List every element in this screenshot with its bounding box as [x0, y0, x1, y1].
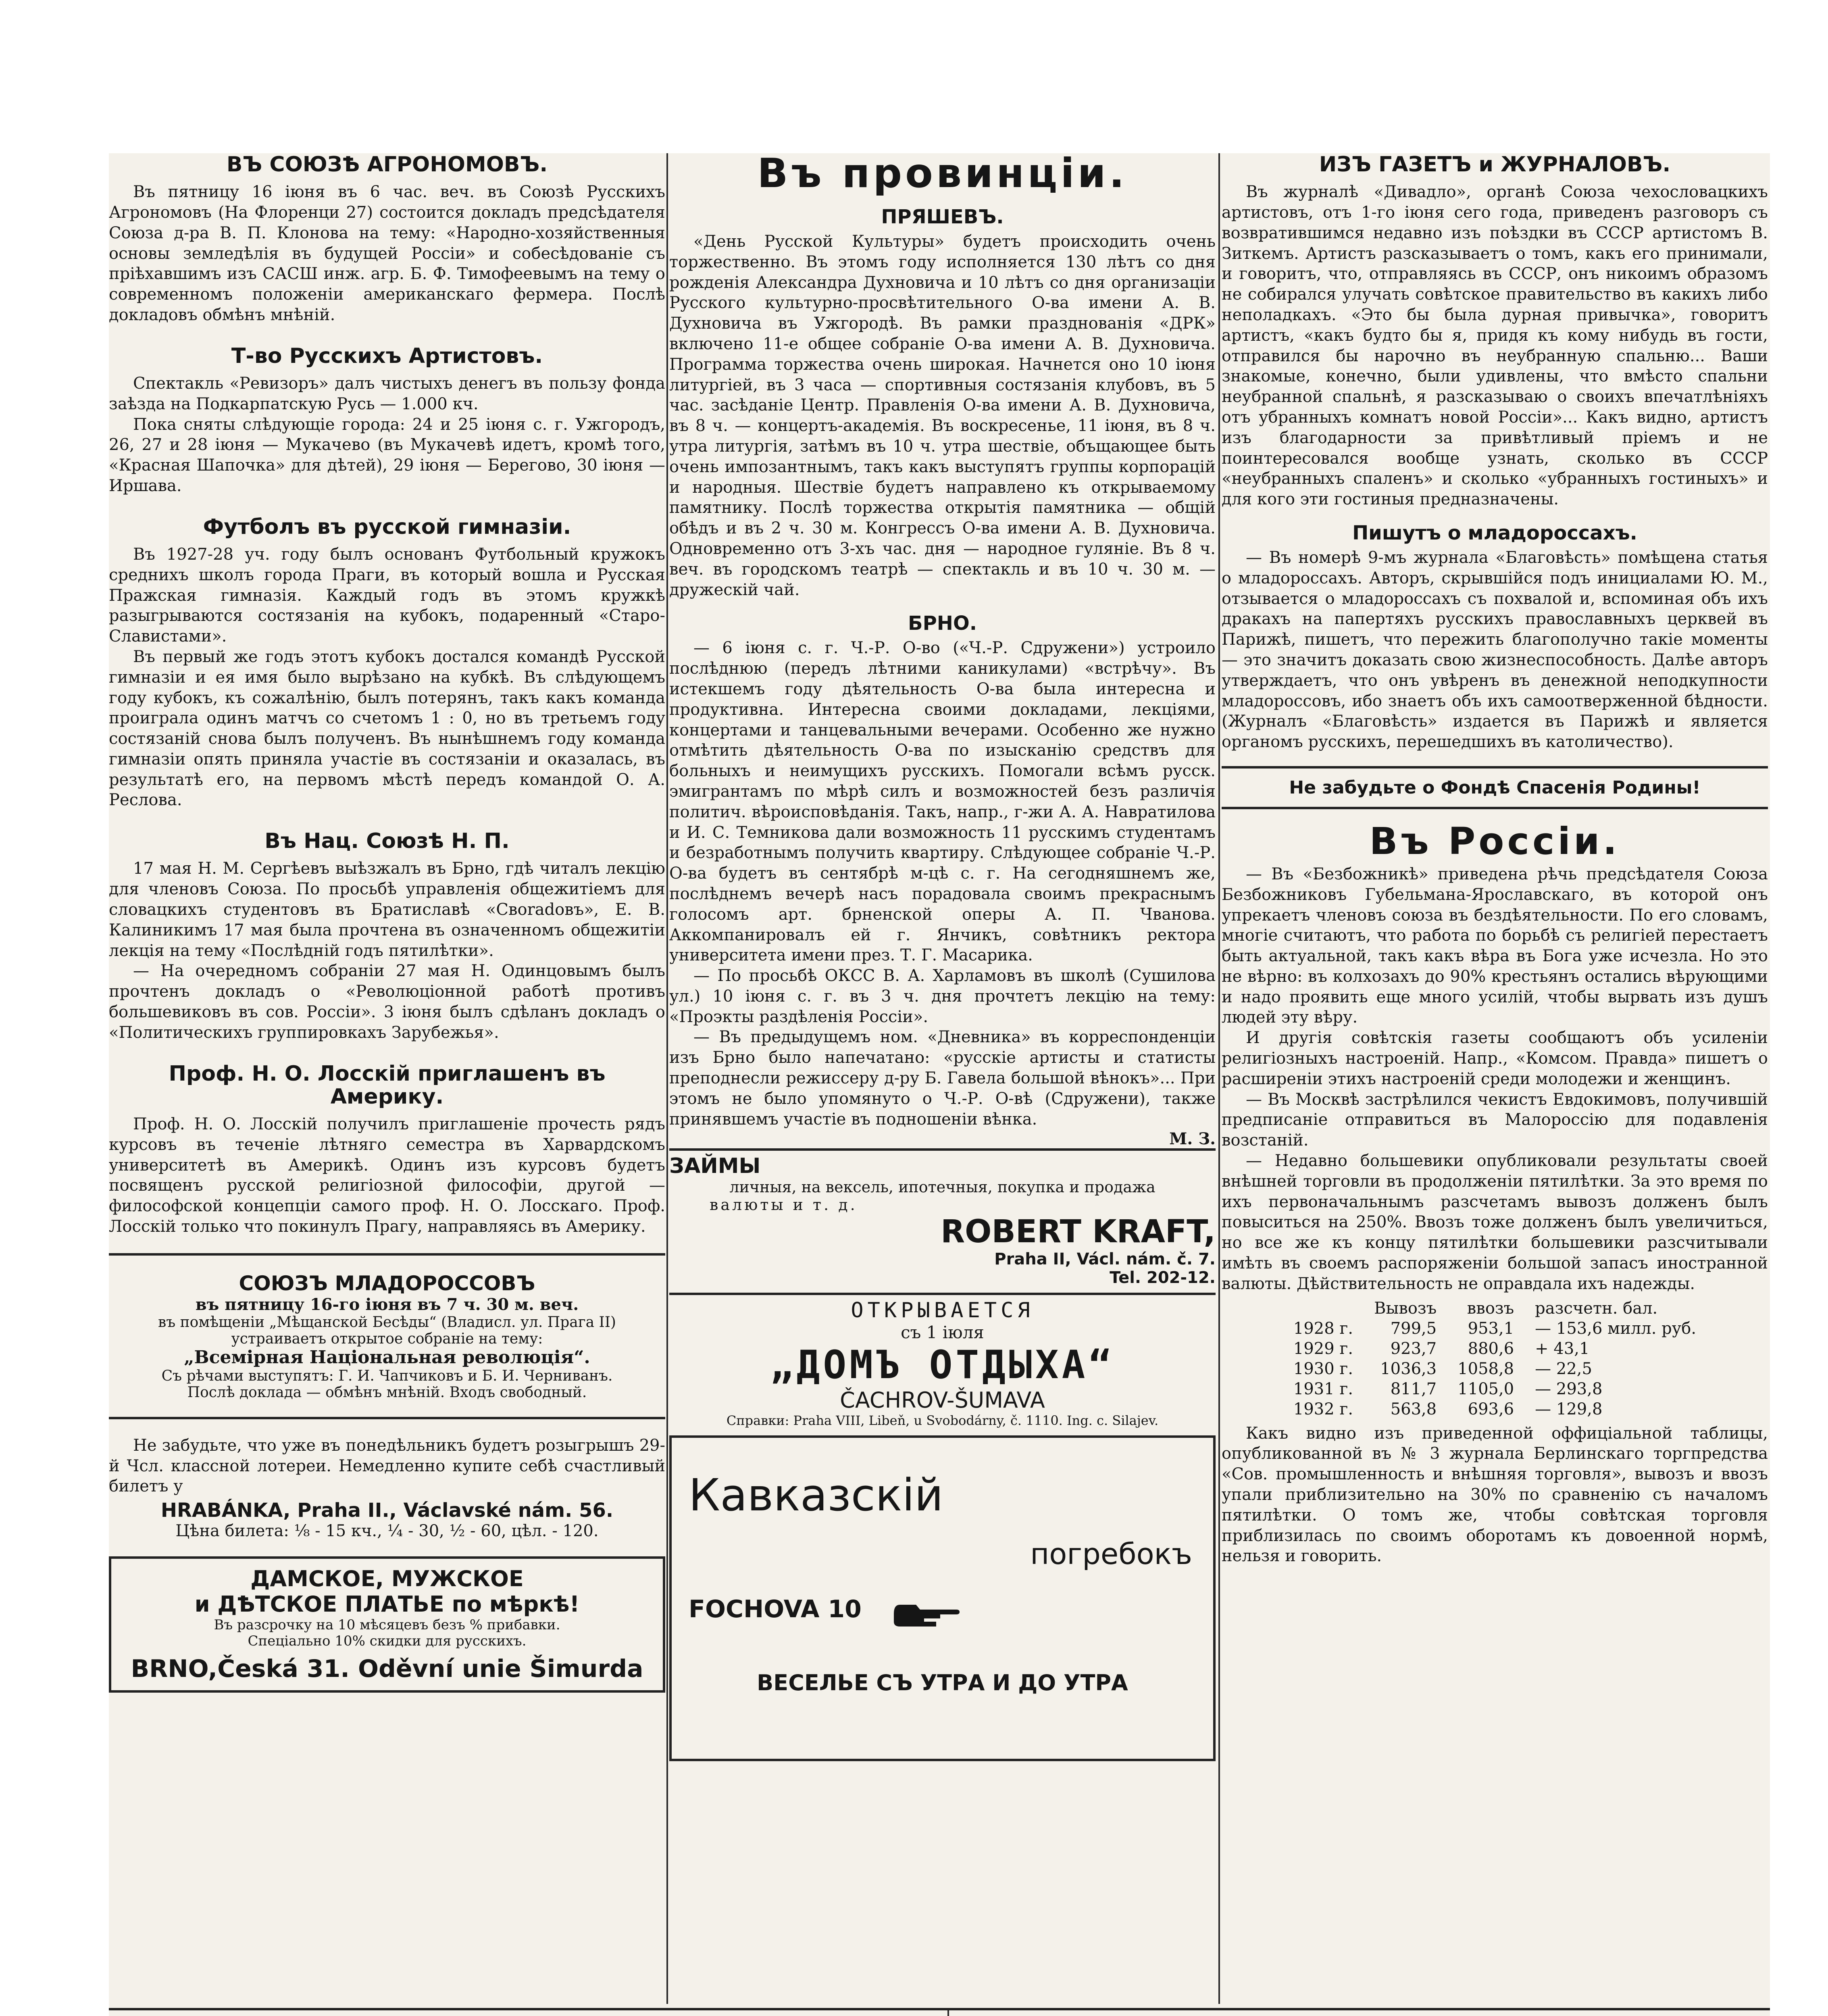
table-cell: + 43,1 — [1535, 1339, 1590, 1358]
cellar-name: Кавказскій — [689, 1469, 943, 1521]
table-header — [1283, 1298, 1364, 1318]
article-text: — На очередномъ собраніи 27 мая Н. Одинцовымъ былъ прочтенъ докладъ о «Революціонной работѣ противъ большевиковъ въ сов. Россіи». 3 іюня былъ сдѣланъ докладъ о «Политическихъ группировкахъ Зарубежья». — [109, 962, 665, 1042]
article-text: 17 мая Н. М. Сергѣевъ выѣзжалъ въ Брно, гдѣ читалъ лекцію для членовъ Союза. По просьбѣ управленія общежитіемъ для словацкихъ студентовъ въ Братиславѣ «Своradовъ», Е. В. Калиникимъ 17 мая была прочтена въ означенномъ общежитіи лекція на тему «Послѣдній годъ пятилѣтки». — [109, 859, 665, 960]
dress-ad-address: BRNO,Česká 31. Oděvní unie Šimurda — [131, 1655, 643, 1683]
column-rule — [666, 153, 668, 2004]
doctors-section — [109, 2008, 1770, 2010]
table-cell: 811,7 — [1390, 1379, 1437, 1398]
article-text: «День Русской Культуры» будетъ происходить очень торжественно. Въ этомъ году исполняется 130 лѣтъ со дня рожденія Александра Духновича и 10 лѣтъ со дня организаціи Русского культурно-просвѣтительного О-ва имени А. В. Духновича въ Ужгородѣ. Въ рамки празднованія «ДРК» включено 11-е общее собраніе О-ва имени А. В. Духновича. Программа торжества очень широкая. Начнется оно 10 іюня литургіей, въ 3 часа — спортивныя состязанія клубовъ, въ 5 час. засѣданіе Центр. Правленія О-ва имени А. В. Духновича, въ 8 ч. — концертъ-академія. Въ воскресенье, 11 іюня, въ 8 ч. утра литургія, затѣмъ въ 10 ч. утра шествіе, объщающее быть очень импозантнымъ, такъ какъ выступятъ группы корпорацій и народныя. Шествіе будетъ направлено къ открываемому памятнику. Послѣ торжества открытія памятника — общій обѣдъ и въ 2 ч. 30 м. Конгрессъ О-ва имени А. В. Духновича. Одновременно отъ 3-хъ час. дня — народное гуляніе. Въ 8 ч. веч. въ городскомъ театрѣ — спектакль и въ 10 ч. 30 м. — дружескій чай. — [669, 232, 1216, 599]
table-row — [1283, 1359, 1707, 1379]
article-text: — Въ предыдущемъ ном. «Дневника» въ корреспонденціи изъ Брно было напечатано: «русскіе артисты и статисты преподнесли режиссеру д-ру Б. Гавела большой вѣнокъ»... При этомъ не было упомянуто о Ч.-Р. О-вѣ (Сдружени), также принявшемъ участіе въ подношеніи вѣнка. — [669, 1028, 1216, 1129]
lottery-shop: HRABÁNKA, Praha II., Václavské nám. 56. — [160, 1499, 614, 1522]
announcement-line: Съ рѣчами выступятъ: Г. И. Чапчиковъ и Б. И. Черниванъ. — [161, 1367, 613, 1384]
table-cell: 1930 г. — [1293, 1359, 1353, 1378]
cellar-ad — [669, 1435, 1216, 1761]
article-text: — 6 іюня с. г. Ч.-Р. О-во («Ч.-Р. Сдружени») устроило послѣднюю (передъ лѣтними каникулами) «встрѣчу». Въ истекшемъ году дѣятельность О-ва была интересна и продуктивна. Интересна своими докладами, лекціями, концертами и танцевальными вечерами. Особенно же нужно отмѣтить дѣятельность О-ва по изысканію средствъ для больныхъ и неимущихъ русскихъ. Помогали всѣмъ русск. эмигрантамъ по мѣрѣ силъ и возможностей безъ различія политич. вѣроисповѣданія. Такъ, напр., г-жи А. А. Навратилова и И. С. Темникова дали возможность 11 русскимъ студентамъ и безработнымъ получить квартиру. Слѣдующее собраніе Ч.-Р. О-ва будетъ въ сентябрѣ м-цѣ с. г. На сегодняшнемъ же, послѣднемъ вечерѣ насъ порадовала своимъ прекраснымъ голосомъ арт. брненской оперы А. П. Чванова. Аккомпанировалъ ей г. Янчикъ, совѣтникъ ректора университета имени през. Т. Г. Масарика. — [669, 639, 1216, 965]
table-cell: 1036,3 — [1380, 1359, 1437, 1378]
article-text: Какъ видно изъ приведенной оффиціальной таблицы, опубликованной въ № 3 журнала Берлинскаго торгпредства «Сов. промышленность и внѣшняя торговля», вывозъ и ввозъ упали приблизительно на 30% по сравненію съ началомъ пятилѣтки. О томъ же, чтобы совѣтская торговля приблизилась по своимъ оборотамъ къ довоенной нормѣ, нельзя и говорить. — [1222, 1424, 1768, 1566]
rest-house-name: „ДОМЪ ОТДЫХА“ — [770, 1342, 1115, 1388]
table-cell: — 22,5 — [1535, 1359, 1592, 1378]
section-title: Въ провинціи. — [757, 150, 1128, 197]
loans-line: валюты и т. д. — [710, 1196, 858, 1214]
loans-ad — [669, 1148, 1216, 1287]
dress-ad-line: Спеціально 10% скидки для русскихъ. — [248, 1633, 527, 1649]
column-right — [1222, 153, 1768, 1566]
cellar-subtitle: погребокъ — [1030, 1537, 1192, 1571]
table-cell: 563,8 — [1390, 1400, 1437, 1418]
article-title: ПРЯШЕВЪ. — [881, 206, 1004, 228]
newspaper-page — [109, 150, 1770, 2016]
table-cell: 1928 г. — [1293, 1319, 1353, 1338]
article-text: — Недавно большевики опубликовали результаты своей внѣшней торговли въ продолженіи пятилѣтки. За это время по ихъ первоначальнымъ разсчетамъ вывозъ долженъ былъ повыситься на 250%. Ввозъ тоже долженъ былъ увеличиться, но все же къ концу пятилѣтки большевики разсчитывали имѣть въ своемъ распоряженіи большой запасъ иностранной валюты. Дѣйствительность не оправдала ихъ надежды. — [1222, 1152, 1768, 1293]
pointing-hand-icon — [892, 1602, 960, 1630]
article-title: БРНО. — [908, 612, 977, 635]
fund-banner-text: Не забудьте о Фондѣ Спасенія Родины! — [1289, 777, 1701, 798]
table-cell: 1931 г. — [1293, 1379, 1353, 1398]
table-cell: — 153,6 милл. руб. — [1535, 1319, 1697, 1338]
article-title: Футболъ въ русской гимназіи. — [203, 514, 571, 539]
article-text: — Въ номерѣ 9-мъ журнала «Благовѣсть» помѣщена статья о младороссахъ. Авторъ, скрывшійся подъ инициалами Ю. М., отзывается о младороссахъ съ похвалой и, вспоминая объ ихъ дракахъ на папертяхъ русскихъ православныхъ церквей въ Парижѣ, пишетъ, что пережить благополучно такіе моменты — это значитъ доказать свою жизнеспособность. Далѣе авторъ утверждаетъ, что онъ увѣренъ въ денежной неподкупности младороссовъ, ибо знаетъ объ ихъ самоотверженной бѣдности. (Журналъ «Благовѣсть» издается въ Парижѣ и является органомъ русскихъ, перешедшихъ въ католичество). — [1222, 548, 1768, 752]
rest-house-line: съ 1 іюля — [901, 1322, 984, 1343]
table-cell: 923,7 — [1390, 1339, 1437, 1358]
article-text: — По просьбѣ ОКСС В. А. Харламовъ въ школѣ (Сушилова ул.) 10 іюня с. г. въ 3 ч. дня прочтетъ лекцію на тему: «Проэкты раздѣленія Россіи». — [669, 966, 1216, 1026]
table-cell: 799,5 — [1390, 1319, 1437, 1338]
table-row — [1283, 1379, 1707, 1399]
article-text: И другія совѣтскія газеты сообщаютъ объ усиленіи религіозныхъ настроеній. Напр., «Комсом. Правда» пишетъ о расширеніи этихъ настроеній среди молодежи и женщинъ. — [1222, 1029, 1768, 1088]
cellar-address: FOCHOVA 10 — [689, 1595, 862, 1624]
article-title: Пишутъ о младороссахъ. — [1352, 521, 1637, 544]
table-cell: 953,1 — [1468, 1319, 1514, 1338]
announcement-line: „Всемірная Національная революція“. — [184, 1347, 590, 1368]
divider — [109, 1417, 665, 1419]
kraft-name: ROBERT KRAFT, — [941, 1214, 1216, 1250]
divider — [109, 1253, 665, 1256]
column-rule — [947, 2010, 949, 2016]
dress-ad-line: и ДѢТСКОЕ ПЛАТЬЕ по мѣркѣ! — [194, 1591, 580, 1617]
lottery-ad-text: Не забудьте, что уже въ понедѣльникъ будетъ розыгрышъ 29-й Чсл. классной лотереи. Немедленно купите себѣ счастливый билетъ у — [109, 1436, 665, 1496]
table-row — [1283, 1339, 1707, 1359]
table-cell: — 129,8 — [1535, 1400, 1603, 1418]
dress-ad — [109, 1556, 665, 1693]
article-title: Проф. Н. О. Лосскій приглашенъ въ Америку. — [169, 1061, 606, 1109]
rest-house-ad — [669, 1293, 1216, 1428]
article-text: — Въ «Безбожникѣ» приведена рѣчь предсѣдателя Союза Безбожниковъ Губельмана-Ярославскаго, въ которой онъ упрекаетъ членовъ союза въ бездѣятельности. По его словамъ, многіе считаютъ, что работа по борьбѣ съ религіей перестаетъ быть актуальной, такъ какъ вѣра въ Бога уже исчезла. Но это не вѣрно: въ колхозахъ до 90% крестьянъ остались вѣрующими и надо проявить еще много усилій, чтобы вырвать изъ душъ людей эту вѣру. — [1222, 864, 1768, 1027]
rest-house-line: ОТКРЫВАЕТСЯ — [851, 1298, 1034, 1323]
table-row — [1283, 1399, 1707, 1419]
table-header: Вывозъ — [1374, 1299, 1437, 1318]
table-cell: 1105,0 — [1457, 1379, 1514, 1398]
article-title: ВЪ СОЮЗѢ АГРОНОМОВЪ. — [226, 152, 548, 177]
article-title: ИЗЪ ГАЗЕТЪ и ЖУРНАЛОВЪ. — [1319, 152, 1671, 177]
announcement-line: въ помѣщеніи „Мѣщанской Бесѣды“ (Владисл. ул. Прага II) — [158, 1314, 616, 1331]
table-cell: 1058,8 — [1457, 1359, 1514, 1378]
lottery-price: Цѣна билета: ⅛ - 15 кч., ¼ - 30, ½ - 60, цѣл. - 120. — [175, 1522, 599, 1541]
article-text: — Въ Москвѣ застрѣлился чекистъ Евдокимовъ, получившій предписаніе отправиться въ Малороссію для подавленія возстаній. — [1222, 1090, 1768, 1150]
table-cell: 1929 г. — [1293, 1339, 1353, 1358]
table-cell: 693,6 — [1468, 1400, 1514, 1418]
article-title: Т-во Русскихъ Артистовъ. — [231, 344, 543, 368]
mladorossy-announcement — [109, 1272, 665, 1401]
article-text: Въ 1927-28 уч. году былъ основанъ Футбольный кружокъ среднихъ школъ города Праги, въ который вошла и Русская Пражская гимназія. Каждый годъ въ этомъ кружкѣ разыгрываются состязанія на кубокъ, подаренный «Старо-Славистами». — [109, 545, 665, 646]
table-cell: 1932 г. — [1293, 1400, 1353, 1418]
table-cell: — 293,8 — [1535, 1379, 1603, 1398]
loans-line: личныя, на вексель, ипотечныя, покупка и продажа — [729, 1178, 1156, 1196]
rest-house-place: ČACHROV-ŠUMAVA — [840, 1387, 1045, 1413]
announcement-line: Послѣ доклада — обмѣнъ мнѣній. Входъ свободный. — [187, 1384, 587, 1401]
article-text: Въ журналѣ «Дивадло», органѣ Союза чехословацкихъ артистовъ, отъ 1-го іюня сего года, приведенъ разговоръ съ возвратившимся недавно изъ поѣздки въ СССР артистомъ В. Зиткемъ. Артистъ разсказываетъ о томъ, какъ его принимали, и говоритъ, что, отправляясь въ СССР, онъ никоимъ образомъ не собирался улучать совѣтское правительство въ какихъ либо неполадкахъ. «Это бы была дурная привычка», говоритъ артистъ, «какъ будто бы я, придя къ кому нибудь въ гости, отправился бы нарочно въ неубранную спальню... Ваши знакомые, конечно, были удивлены, что вмѣсто спальни неубранной спальнѣ, я разсказываю о своихъ впечатлѣніяхъ отъ убранныхъ комнатъ новой Россіи»... Какъ видно, артистъ изъ благодарности за привѣтливый пріемъ и не поинтересовался вообще узнать, сколько въ СССР «неубранныхъ спаленъ» и сколько «убранныхъ гостиныхъ» и для кого эти гостиныя предназначены. — [1222, 183, 1768, 509]
trade-table — [1283, 1298, 1707, 1419]
loans-title: ЗАЙМЫ — [669, 1154, 761, 1179]
fund-banner — [1222, 766, 1768, 809]
table-header: разсчетн. бал. — [1535, 1299, 1658, 1318]
article-text: Въ первый же годъ этотъ кубокъ достался командѣ Русской гимназіи и ея имя было вырѣзано на кубкѣ. Въ слѣдующемъ году кубокъ, къ сожалѣнію, былъ потерянъ, такъ какъ команда проиграла одинъ матчъ со счетомъ 1 : 0, но въ третьемъ году состязаній снова былъ полученъ. Въ нынѣшнемъ году команда гимназіи опять приняла участіе въ состязаніи и оказалась, въ результатѣ его, на первомъ мѣстѣ передъ командой О. А. Реслова. — [109, 647, 665, 810]
table-header: ввозъ — [1467, 1299, 1514, 1318]
announcement-line: устраиваетъ открытое собраніе на тему: — [231, 1330, 543, 1347]
section-title: Въ Россіи. — [1369, 819, 1620, 863]
kraft-address: Praha II, Václ. nám. č. 7. — [994, 1250, 1216, 1269]
dress-ad-line: Въ разсрочку на 10 мѣсяцевъ безъ % прибавки. — [214, 1617, 560, 1633]
dress-ad-line: ДАМСКОЕ, МУЖСКОЕ — [250, 1566, 524, 1592]
column-middle — [669, 150, 1216, 1761]
kraft-phone: Tel. 202-12. — [1110, 1268, 1216, 1287]
article-text: Спектакль «Ревизоръ» далъ чистыхъ денегъ въ пользу фонда заѣзда на Подкарпатскую Русь — 1.000 кч. — [109, 374, 665, 413]
table-header-row — [1283, 1298, 1707, 1318]
article-text: Въ пятницу 16 іюня въ 6 час. веч. въ Союзѣ Русскихъ Агрономовъ (На Флоренци 27) состоится докладъ предсѣдателя Союза д-ра В. П. Клонова на тему: «Народно-хозяйственныя основы земледѣлія въ будущей Россіи» и собесѣдованіе съ пріѣхавшимъ изъ САСШ инж. агр. Б. Ф. Тимофеевымъ на тему о современномъ положеніи американскаго фермера. Послѣ докладовъ обмѣнъ мнѣній. — [109, 183, 665, 324]
article-signature: М. З. — [1169, 1129, 1216, 1149]
column-rule — [1218, 153, 1220, 2004]
article-title: Въ Нац. Союзѣ Н. П. — [264, 829, 510, 854]
article-text: Пока сняты слѣдующіе города: 24 и 25 іюня с. г. Ужгородъ, 26, 27 и 28 іюня — Мукачево (въ Мукачевѣ идетъ, кромѣ того, «Красная Шапочка» для дѣтей), 29 іюня — Берегово, 30 іюня — Иршава. — [109, 415, 665, 495]
announcement-title: СОЮЗЪ МЛАДОРОССОВЪ — [239, 1271, 535, 1295]
table-row — [1283, 1318, 1707, 1339]
announcement-line: въ пятницу 16-го іюня въ 7 ч. 30 м. веч. — [195, 1295, 579, 1314]
article-text: Проф. Н. О. Лосскій получилъ приглашеніе прочесть рядъ курсовъ въ теченіе лѣтняго семестра въ Харвардскомъ университетѣ въ Америкѣ. Одинъ изъ курсовъ будетъ посвященъ русской религіозной философіи, другой — философской концепціи самого проф. Н. О. Лосскаго. Проф. Лосскій только что покинулъ Прагу, направляясь въ Америку. — [109, 1115, 665, 1236]
cellar-slogan: ВЕСЕЛЬЕ СЪ УТРА И ДО УТРА — [757, 1670, 1128, 1695]
column-left — [109, 153, 665, 1693]
table-cell: 880,6 — [1468, 1339, 1514, 1358]
rest-house-info: Справки: Praha VIII, Libeň, u Svobodárny, č. 1110. Ing. c. Silajev. — [726, 1413, 1159, 1429]
